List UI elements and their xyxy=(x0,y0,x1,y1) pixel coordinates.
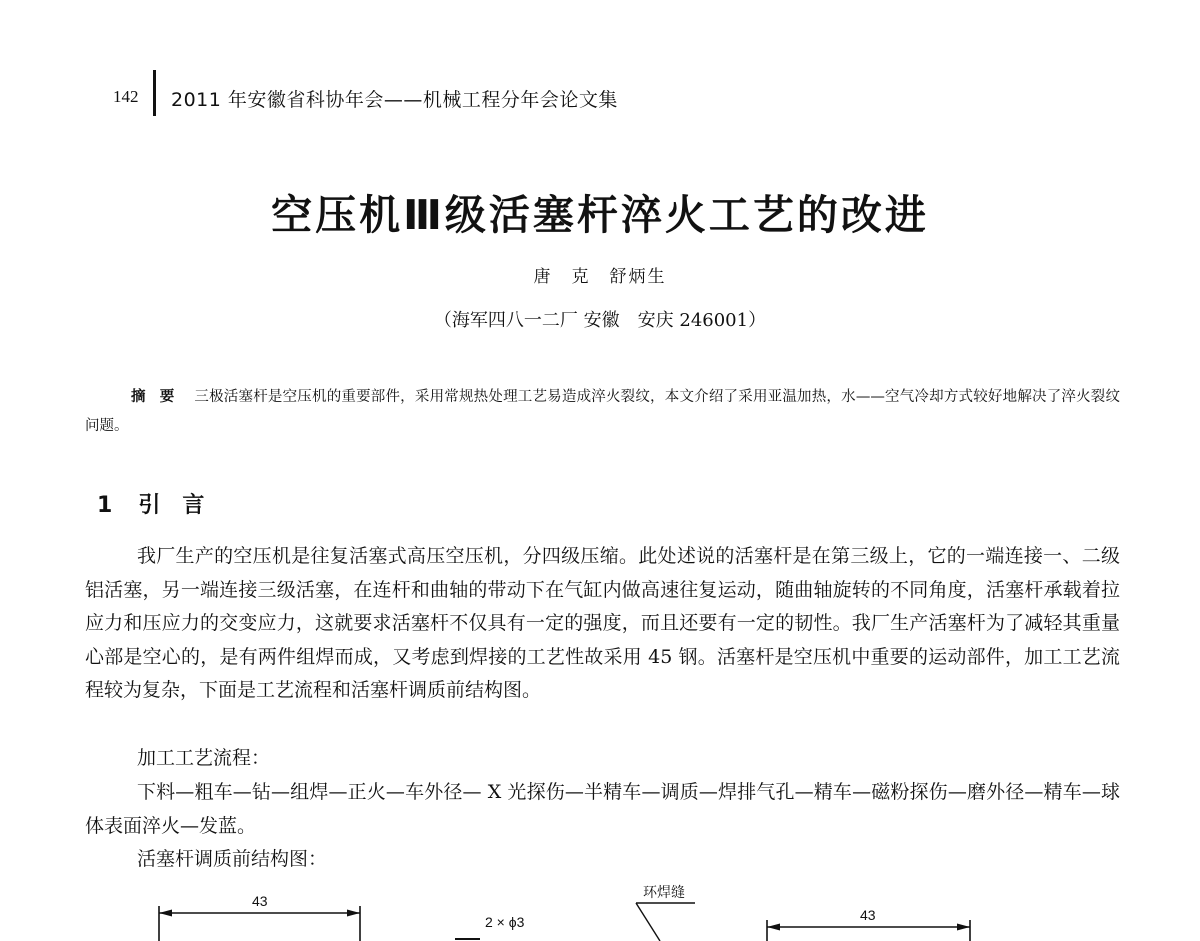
paper-affiliation: （海军四八一二厂 安徽 安庆 246001） xyxy=(433,310,767,331)
dimension-right-arrow-end xyxy=(957,924,970,931)
dimension-right-label: 43 xyxy=(860,907,876,923)
abstract xyxy=(85,382,1120,441)
dimension-right-arrow-start xyxy=(767,924,780,931)
paper-authors: 唐 克 舒炳生 xyxy=(533,267,667,287)
process-label: 加工工艺流程： xyxy=(137,747,271,769)
running-header-title: 2011 年安徽省科协年会——机械工程分年会论文集 xyxy=(171,89,618,111)
dimension-left-arrow-start xyxy=(159,910,172,917)
section-title: 引言 xyxy=(138,493,227,518)
dimension-left-label: 43 xyxy=(252,893,268,909)
page-number: 142 xyxy=(113,87,139,106)
hole-callout-label: 2 × ϕ3 xyxy=(485,914,525,930)
dimension-left-arrow-end xyxy=(347,910,360,917)
piston-rod-drawing xyxy=(0,880,1200,941)
section-number: 1 xyxy=(97,493,115,518)
paper-title: 空压机Ⅲ级活塞杆淬火工艺的改进 xyxy=(271,191,929,239)
process-steps: 下料—粗车—钻—组焊—正火—车外径— X 光探伤—半精车—调质—焊排气孔—精车—磁粉探伤—磨外径—精车—球体表面淬火—发蓝。 xyxy=(85,781,1120,837)
weld-callout-label: 环焊缝 xyxy=(643,884,685,900)
abstract-label: 摘要 xyxy=(131,388,189,405)
figure-caption: 活塞杆调质前结构图： xyxy=(137,848,328,870)
body-paragraph: 我厂生产的空压机是往复活塞式高压空压机，分四级压缩。此处述说的活塞杆是在第三级上，它的一端连接一、二级铝活塞，另一端连接三级活塞，在连杆和曲轴的带动下在气缸内做高速往复运动，随曲轴旋转的不同角度，活塞杆承载着拉应力和压应力的交变应力，这就要求活塞杆不仅具有一定的强度，而且还要有一定的韧性。我厂生产活塞杆为了减轻其重量心部是空心的，是有两件组焊而成，又考虑到焊接的工艺性故采用 45 钢。活塞杆是空压机中重要的运动部件，加工工艺流程较为复杂，下面是工艺流程和活塞杆调质前结构图。 xyxy=(85,545,1120,701)
header-divider xyxy=(153,70,156,116)
section-heading xyxy=(97,488,226,519)
weld-callout-leader xyxy=(636,903,660,941)
abstract-text: 三极活塞杆是空压机的重要部件，采用常规热处理工艺易造成淬火裂纹，本文介绍了采用亚温加热，水——空气冷却方式较好地解决了淬火裂纹问题。 xyxy=(85,389,1121,434)
